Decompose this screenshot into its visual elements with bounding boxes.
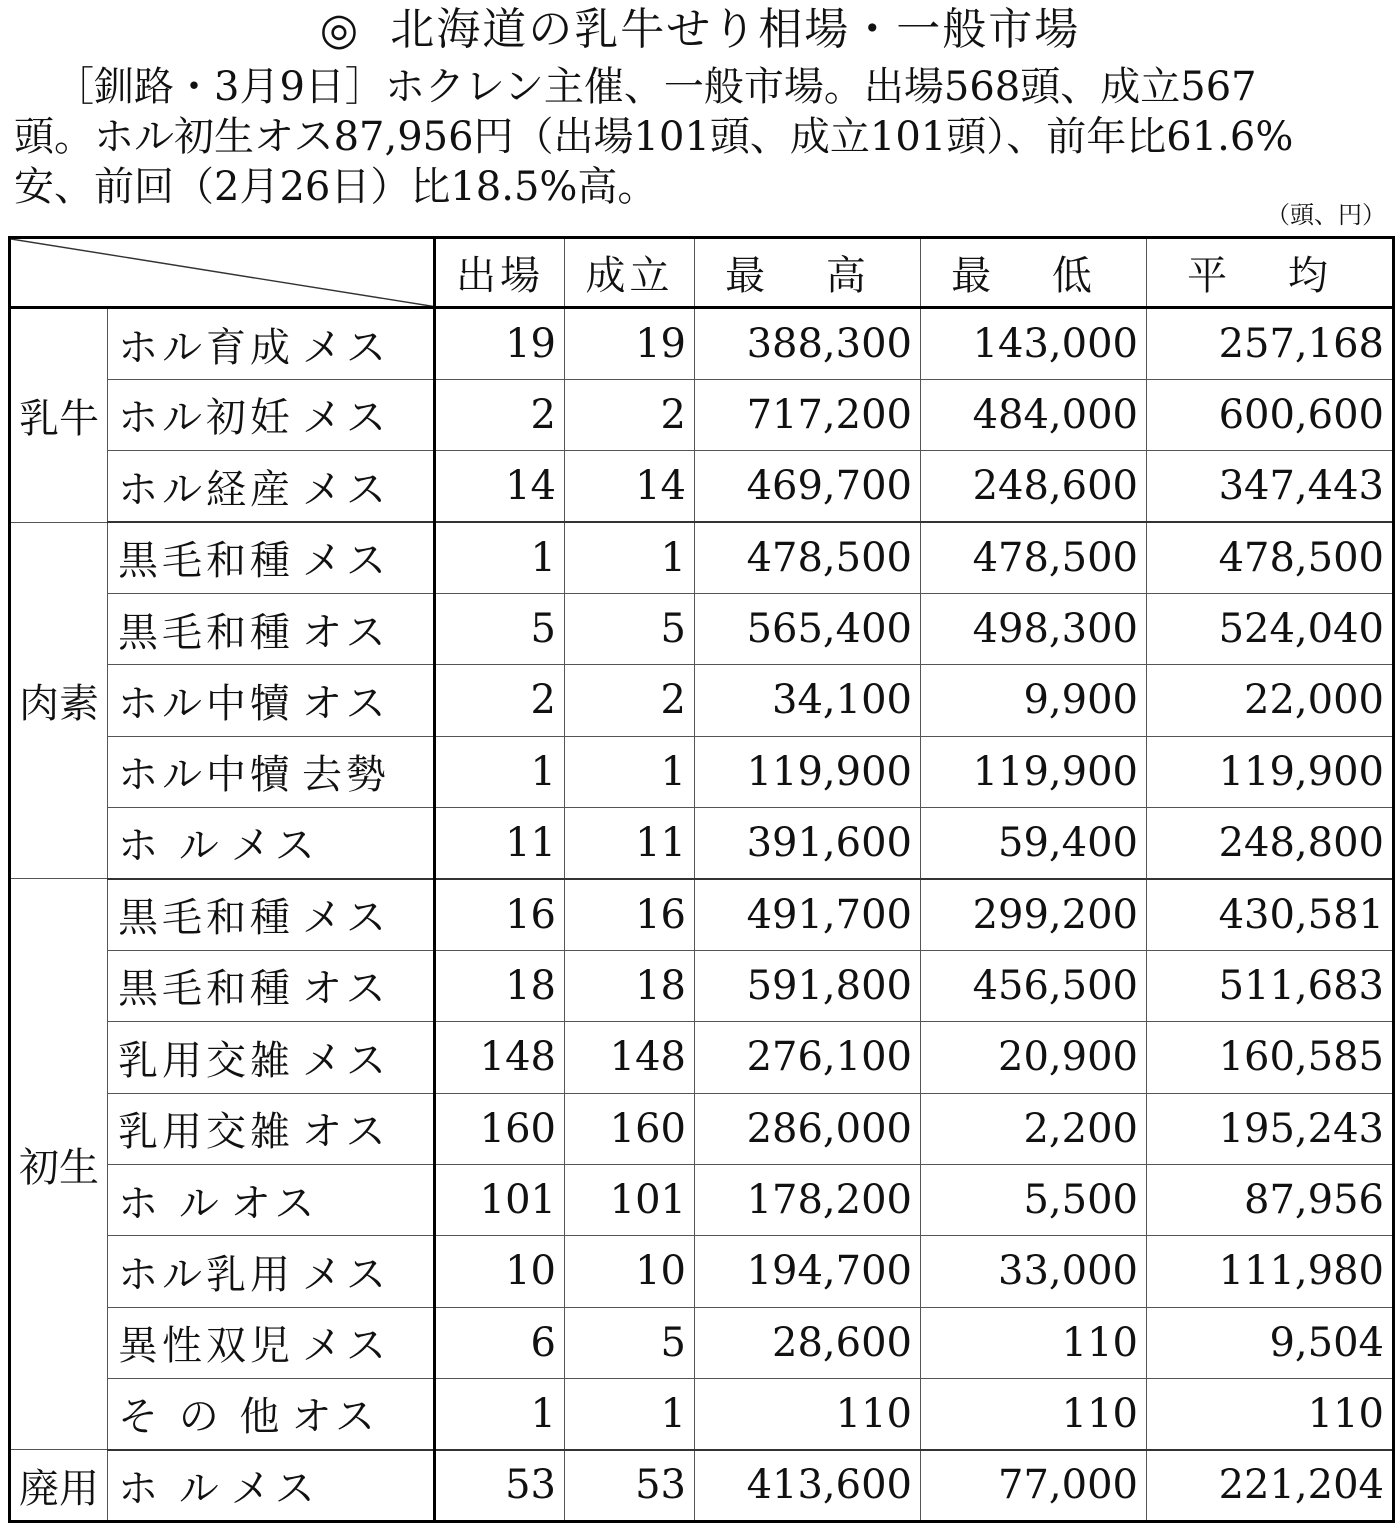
item-breed: ホル育成 xyxy=(118,324,294,371)
double-circle-mark: ◎ xyxy=(319,4,361,55)
count-sold: 53 xyxy=(565,1450,695,1522)
price-avg: 248,800 xyxy=(1147,808,1394,879)
price-min: 456,500 xyxy=(921,950,1147,1021)
item-name xyxy=(108,1093,435,1164)
item-breed: ホル初妊 xyxy=(118,395,294,442)
price-min: 77,000 xyxy=(921,1450,1147,1522)
price-max: 286,000 xyxy=(695,1093,921,1164)
count-entered: 160 xyxy=(435,1093,565,1164)
table-row xyxy=(10,736,1394,807)
count-entered: 6 xyxy=(435,1307,565,1378)
price-min: 110 xyxy=(921,1379,1147,1450)
price-min: 59,400 xyxy=(921,808,1147,879)
price-avg: 9,504 xyxy=(1147,1307,1394,1378)
price-avg: 511,683 xyxy=(1147,950,1394,1021)
count-sold: 19 xyxy=(565,308,695,379)
count-entered: 1 xyxy=(435,1379,565,1450)
summary-line-1: ［釧路・3月9日］ホクレン主催、一般市場。出場568頭、成立567 xyxy=(54,64,1257,110)
count-entered: 18 xyxy=(435,950,565,1021)
item-breed: ホル経産 xyxy=(118,466,294,513)
item-name xyxy=(108,1236,435,1307)
table-row xyxy=(10,308,1394,379)
count-entered: 148 xyxy=(435,1022,565,1093)
group-label: 初生 xyxy=(10,879,108,1450)
item-sex: メス xyxy=(302,1037,390,1084)
item-breed: 乳用交雑 xyxy=(118,1037,294,1084)
item-sex: オス xyxy=(302,1109,390,1156)
count-entered: 1 xyxy=(435,736,565,807)
price-min: 20,900 xyxy=(921,1022,1147,1093)
count-entered: 16 xyxy=(435,879,565,950)
item-name xyxy=(108,1379,435,1450)
count-sold: 1 xyxy=(565,1379,695,1450)
item-sex: メス xyxy=(230,1465,319,1512)
table-row xyxy=(10,879,1394,950)
unit-note: （頭、円） xyxy=(1266,201,1386,229)
price-avg: 221,204 xyxy=(1147,1450,1394,1522)
table-row xyxy=(10,1093,1394,1164)
table-row xyxy=(10,808,1394,879)
table-row xyxy=(10,1022,1394,1093)
table-row xyxy=(10,1236,1394,1307)
item-breed: ホ ル xyxy=(118,823,223,870)
table-row xyxy=(10,1307,1394,1378)
price-avg: 478,500 xyxy=(1147,522,1394,593)
item-sex: オス xyxy=(291,1394,380,1441)
price-max: 119,900 xyxy=(695,736,921,807)
price-max: 388,300 xyxy=(695,308,921,379)
price-avg: 195,243 xyxy=(1147,1093,1394,1164)
table-row xyxy=(10,665,1394,736)
group-label: 廃用 xyxy=(10,1450,108,1522)
item-name xyxy=(108,1022,435,1093)
item-sex: メス xyxy=(302,895,390,942)
price-table xyxy=(8,236,1395,1523)
item-breed: 乳用交雑 xyxy=(118,1109,294,1156)
item-name xyxy=(108,308,435,379)
table-row xyxy=(10,1164,1394,1235)
item-name xyxy=(108,736,435,807)
item-sex: メス xyxy=(302,1251,390,1298)
item-name xyxy=(108,522,435,593)
price-min: 110 xyxy=(921,1307,1147,1378)
table-row xyxy=(10,522,1394,593)
header-avg: 平 均 xyxy=(1147,238,1394,308)
price-avg: 160,585 xyxy=(1147,1022,1394,1093)
item-sex: オス xyxy=(302,966,390,1013)
price-max: 194,700 xyxy=(695,1236,921,1307)
item-name xyxy=(108,1164,435,1235)
header-max: 最 高 xyxy=(695,238,921,308)
table-row xyxy=(10,451,1394,522)
price-max: 717,200 xyxy=(695,379,921,450)
price-max: 110 xyxy=(695,1379,921,1450)
item-sex: メス xyxy=(302,466,390,513)
item-name xyxy=(108,593,435,664)
price-avg: 430,581 xyxy=(1147,879,1394,950)
price-max: 391,600 xyxy=(695,808,921,879)
header-seiritsu: 成立 xyxy=(565,238,695,308)
price-min: 2,200 xyxy=(921,1093,1147,1164)
count-sold: 1 xyxy=(565,522,695,593)
count-sold: 160 xyxy=(565,1093,695,1164)
table-row xyxy=(10,950,1394,1021)
price-min: 5,500 xyxy=(921,1164,1147,1235)
price-max: 491,700 xyxy=(695,879,921,950)
price-avg: 111,980 xyxy=(1147,1236,1394,1307)
table-row xyxy=(10,1450,1394,1522)
item-name xyxy=(108,1307,435,1378)
count-entered: 2 xyxy=(435,665,565,736)
item-name xyxy=(108,950,435,1021)
count-sold: 148 xyxy=(565,1022,695,1093)
count-sold: 14 xyxy=(565,451,695,522)
item-breed: ホル中犢 xyxy=(118,680,294,727)
price-min: 484,000 xyxy=(921,379,1147,450)
price-max: 276,100 xyxy=(695,1022,921,1093)
diagonal-line xyxy=(11,239,433,306)
header-row xyxy=(10,238,1394,308)
item-sex: オス xyxy=(302,680,390,727)
price-min: 299,200 xyxy=(921,879,1147,950)
item-breed: ホル乳用 xyxy=(118,1251,294,1298)
count-sold: 5 xyxy=(565,1307,695,1378)
price-max: 28,600 xyxy=(695,1307,921,1378)
item-breed: 黒毛和種 xyxy=(118,966,294,1013)
item-sex: メス xyxy=(302,324,390,371)
price-avg: 257,168 xyxy=(1147,308,1394,379)
title-text: 北海道の乳牛せり相場・一般市場 xyxy=(390,4,1081,55)
count-sold: 1 xyxy=(565,736,695,807)
price-max: 478,500 xyxy=(695,522,921,593)
count-entered: 11 xyxy=(435,808,565,879)
table-row xyxy=(10,379,1394,450)
price-max: 413,600 xyxy=(695,1450,921,1522)
price-min: 9,900 xyxy=(921,665,1147,736)
price-max: 591,800 xyxy=(695,950,921,1021)
price-max: 469,700 xyxy=(695,451,921,522)
item-sex: メス xyxy=(230,823,319,870)
count-sold: 2 xyxy=(565,665,695,736)
price-min: 33,000 xyxy=(921,1236,1147,1307)
item-sex: オス xyxy=(302,609,390,656)
item-name xyxy=(108,451,435,522)
price-avg: 119,900 xyxy=(1147,736,1394,807)
item-breed: ホ ル xyxy=(118,1465,223,1512)
price-avg: 87,956 xyxy=(1147,1164,1394,1235)
header-shutsujo: 出場 xyxy=(435,238,565,308)
count-entered: 53 xyxy=(435,1450,565,1522)
page-title xyxy=(0,2,1400,58)
count-sold: 2 xyxy=(565,379,695,450)
price-min: 119,900 xyxy=(921,736,1147,807)
table-row xyxy=(10,593,1394,664)
item-name xyxy=(108,665,435,736)
count-sold: 18 xyxy=(565,950,695,1021)
price-max: 178,200 xyxy=(695,1164,921,1235)
item-breed: ホ ル xyxy=(118,1180,223,1227)
count-sold: 16 xyxy=(565,879,695,950)
table-row xyxy=(10,1379,1394,1450)
price-max: 565,400 xyxy=(695,593,921,664)
price-avg: 110 xyxy=(1147,1379,1394,1450)
price-avg: 347,443 xyxy=(1147,451,1394,522)
item-sex: 去勢 xyxy=(302,752,390,799)
header-min: 最 低 xyxy=(921,238,1147,308)
item-breed: 黒毛和種 xyxy=(118,538,294,585)
item-name xyxy=(108,879,435,950)
summary-line-2: 頭。ホル初生オス87,956円（出場101頭、成立101頭）、前年比61.6% xyxy=(14,114,1294,160)
count-sold: 10 xyxy=(565,1236,695,1307)
summary-line-3: 安、前回（2月26日）比18.5%高。 xyxy=(14,164,658,210)
price-min: 478,500 xyxy=(921,522,1147,593)
count-sold: 11 xyxy=(565,808,695,879)
price-min: 143,000 xyxy=(921,308,1147,379)
count-entered: 14 xyxy=(435,451,565,522)
count-entered: 1 xyxy=(435,522,565,593)
item-sex: メス xyxy=(302,1323,390,1370)
count-entered: 10 xyxy=(435,1236,565,1307)
item-name xyxy=(108,808,435,879)
price-min: 248,600 xyxy=(921,451,1147,522)
item-breed: そ の 他 xyxy=(118,1394,284,1441)
item-breed: ホル中犢 xyxy=(118,752,294,799)
item-sex: オス xyxy=(230,1180,319,1227)
summary-paragraph xyxy=(14,62,1394,212)
item-breed: 黒毛和種 xyxy=(118,609,294,656)
item-breed: 黒毛和種 xyxy=(118,895,294,942)
item-breed: 異性双児 xyxy=(118,1323,294,1370)
item-name xyxy=(108,379,435,450)
price-avg: 524,040 xyxy=(1147,593,1394,664)
price-avg: 22,000 xyxy=(1147,665,1394,736)
count-entered: 19 xyxy=(435,308,565,379)
item-sex: メス xyxy=(302,395,390,442)
item-sex: メス xyxy=(302,538,390,585)
count-entered: 5 xyxy=(435,593,565,664)
price-max: 34,100 xyxy=(695,665,921,736)
item-name xyxy=(108,1450,435,1522)
count-sold: 5 xyxy=(565,593,695,664)
group-label: 肉素 xyxy=(10,522,108,879)
count-entered: 101 xyxy=(435,1164,565,1235)
count-entered: 2 xyxy=(435,379,565,450)
price-min: 498,300 xyxy=(921,593,1147,664)
corner-cell xyxy=(10,238,435,308)
group-label: 乳牛 xyxy=(10,308,108,522)
count-sold: 101 xyxy=(565,1164,695,1235)
price-avg: 600,600 xyxy=(1147,379,1394,450)
